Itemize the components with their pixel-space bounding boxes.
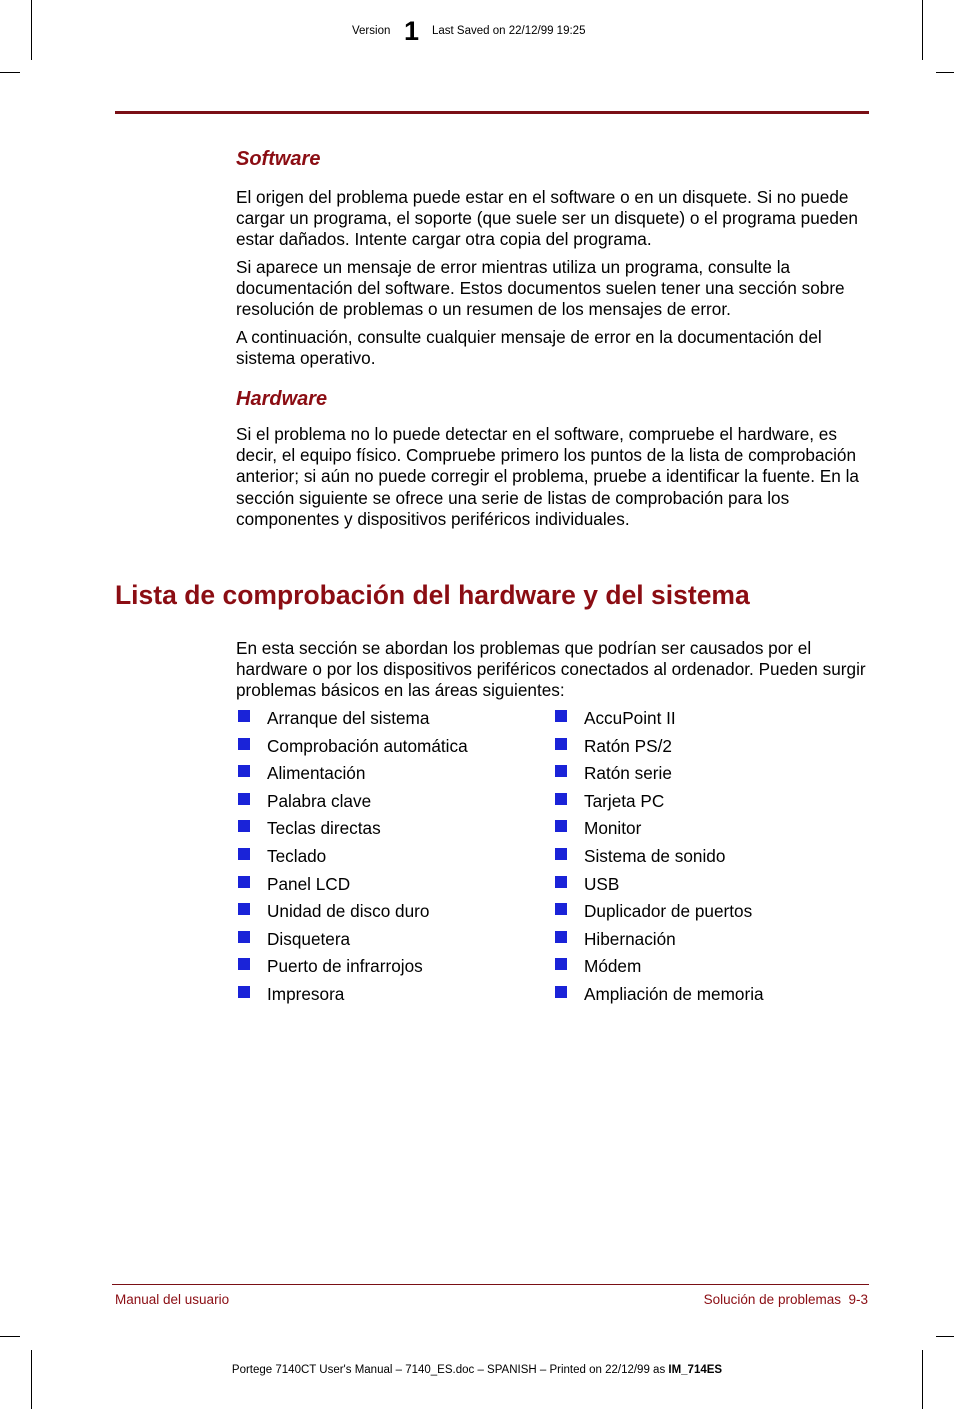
list-item: Sistema de sonido: [555, 845, 855, 873]
checklist-right-column: [555, 707, 855, 1011]
square-bullet-icon: [238, 793, 250, 805]
square-bullet-icon: [238, 876, 250, 888]
list-item: Impresora: [238, 983, 538, 1011]
square-bullet-icon: [238, 986, 250, 998]
square-bullet-icon: [555, 931, 567, 943]
crop-mark: [922, 1350, 923, 1409]
square-bullet-icon: [238, 738, 250, 750]
crop-mark: [31, 1350, 32, 1409]
list-item: USB: [555, 873, 855, 901]
software-paragraph-2: Si aparece un mensaje de error mientras utiliza un programa, consulte la documentación del software. Estos documentos suelen tener una sección sobre resolución de problemas o un resumen de los mensajes de error.: [236, 257, 845, 320]
crop-mark: [0, 72, 20, 73]
list-item: Teclas directas: [238, 817, 538, 845]
list-item: Teclado: [238, 845, 538, 873]
list-item: Módem: [555, 955, 855, 983]
list-item: Unidad de disco duro: [238, 900, 538, 928]
version-number: 1: [404, 16, 420, 46]
list-item: Ratón serie: [555, 762, 855, 790]
square-bullet-icon: [555, 793, 567, 805]
section-title: Lista de comprobación del hardware y del sistema: [115, 580, 750, 610]
footer-page-number: Solución de problemas 9-3: [703, 1292, 868, 1307]
square-bullet-icon: [555, 958, 567, 970]
list-item: Arranque del sistema: [238, 707, 538, 735]
square-bullet-icon: [238, 710, 250, 722]
square-bullet-icon: [555, 986, 567, 998]
list-item: Palabra clave: [238, 790, 538, 818]
list-item: Ampliación de memoria: [555, 983, 855, 1011]
version-label: Version: [352, 25, 391, 37]
list-item: AccuPoint II: [555, 707, 855, 735]
square-bullet-icon: [238, 765, 250, 777]
crop-mark: [936, 72, 954, 73]
hardware-heading: Hardware: [236, 388, 328, 410]
list-item: Panel LCD: [238, 873, 538, 901]
checklist-intro: En esta sección se abordan los problemas que podrían ser causados por el hardware o por los dispositivos periféricos conectados al ordenador. Pueden surgir problemas básicos en las áreas siguientes:: [236, 638, 866, 701]
square-bullet-icon: [238, 931, 250, 943]
square-bullet-icon: [555, 876, 567, 888]
version-header: [0, 16, 954, 46]
software-paragraph-3: A continuación, consulte cualquier mensaje de error en la documentación del sistema operativo.: [236, 327, 822, 369]
last-saved-label: Last Saved on 22/12/99 19:25: [432, 25, 586, 37]
crop-mark: [0, 1336, 20, 1337]
square-bullet-icon: [555, 848, 567, 860]
square-bullet-icon: [555, 903, 567, 915]
top-divider: [115, 111, 869, 114]
square-bullet-icon: [555, 765, 567, 777]
print-code: IM_714ES: [668, 1364, 723, 1376]
square-bullet-icon: [238, 958, 250, 970]
square-bullet-icon: [238, 903, 250, 915]
square-bullet-icon: [555, 738, 567, 750]
print-info: [0, 1364, 954, 1376]
software-heading: Software: [236, 148, 321, 170]
crop-mark: [936, 1336, 954, 1337]
print-line: Portege 7140CT User's Manual – 7140_ES.doc – SPANISH – Printed on 22/12/99 as: [231, 1364, 669, 1376]
list-item: Tarjeta PC: [555, 790, 855, 818]
list-item: Monitor: [555, 817, 855, 845]
footer-manual-title: Manual del usuario: [115, 1292, 230, 1307]
list-item: Disquetera: [238, 928, 538, 956]
list-item: Ratón PS/2: [555, 735, 855, 763]
square-bullet-icon: [555, 710, 567, 722]
list-item: Hibernación: [555, 928, 855, 956]
square-bullet-icon: [238, 848, 250, 860]
square-bullet-icon: [238, 820, 250, 832]
hardware-paragraph: Si el problema no lo puede detectar en el software, compruebe el hardware, es decir, el equipo físico. Compruebe primero los puntos de la lista de comprobación anterior; si aún no puede corregir el problema, pruebe a identificar la fuente. En la sección siguiente se ofrece una serie de listas de comprobación para los componentes y dispositivos periféricos individuales.: [236, 424, 859, 529]
list-item: Alimentación: [238, 762, 538, 790]
square-bullet-icon: [555, 820, 567, 832]
checklist-left-column: [238, 707, 538, 1011]
software-paragraph-1: El origen del problema puede estar en el software o en un disquete. Si no puede cargar un programa, el soporte (que suele ser un disquete) o el programa pueden estar dañados. Intente cargar otra copia del programa.: [236, 187, 858, 250]
list-item: Comprobación automática: [238, 735, 538, 763]
list-item: Puerto de infrarrojos: [238, 955, 538, 983]
footer-divider: [112, 1284, 869, 1285]
list-item: Duplicador de puertos: [555, 900, 855, 928]
